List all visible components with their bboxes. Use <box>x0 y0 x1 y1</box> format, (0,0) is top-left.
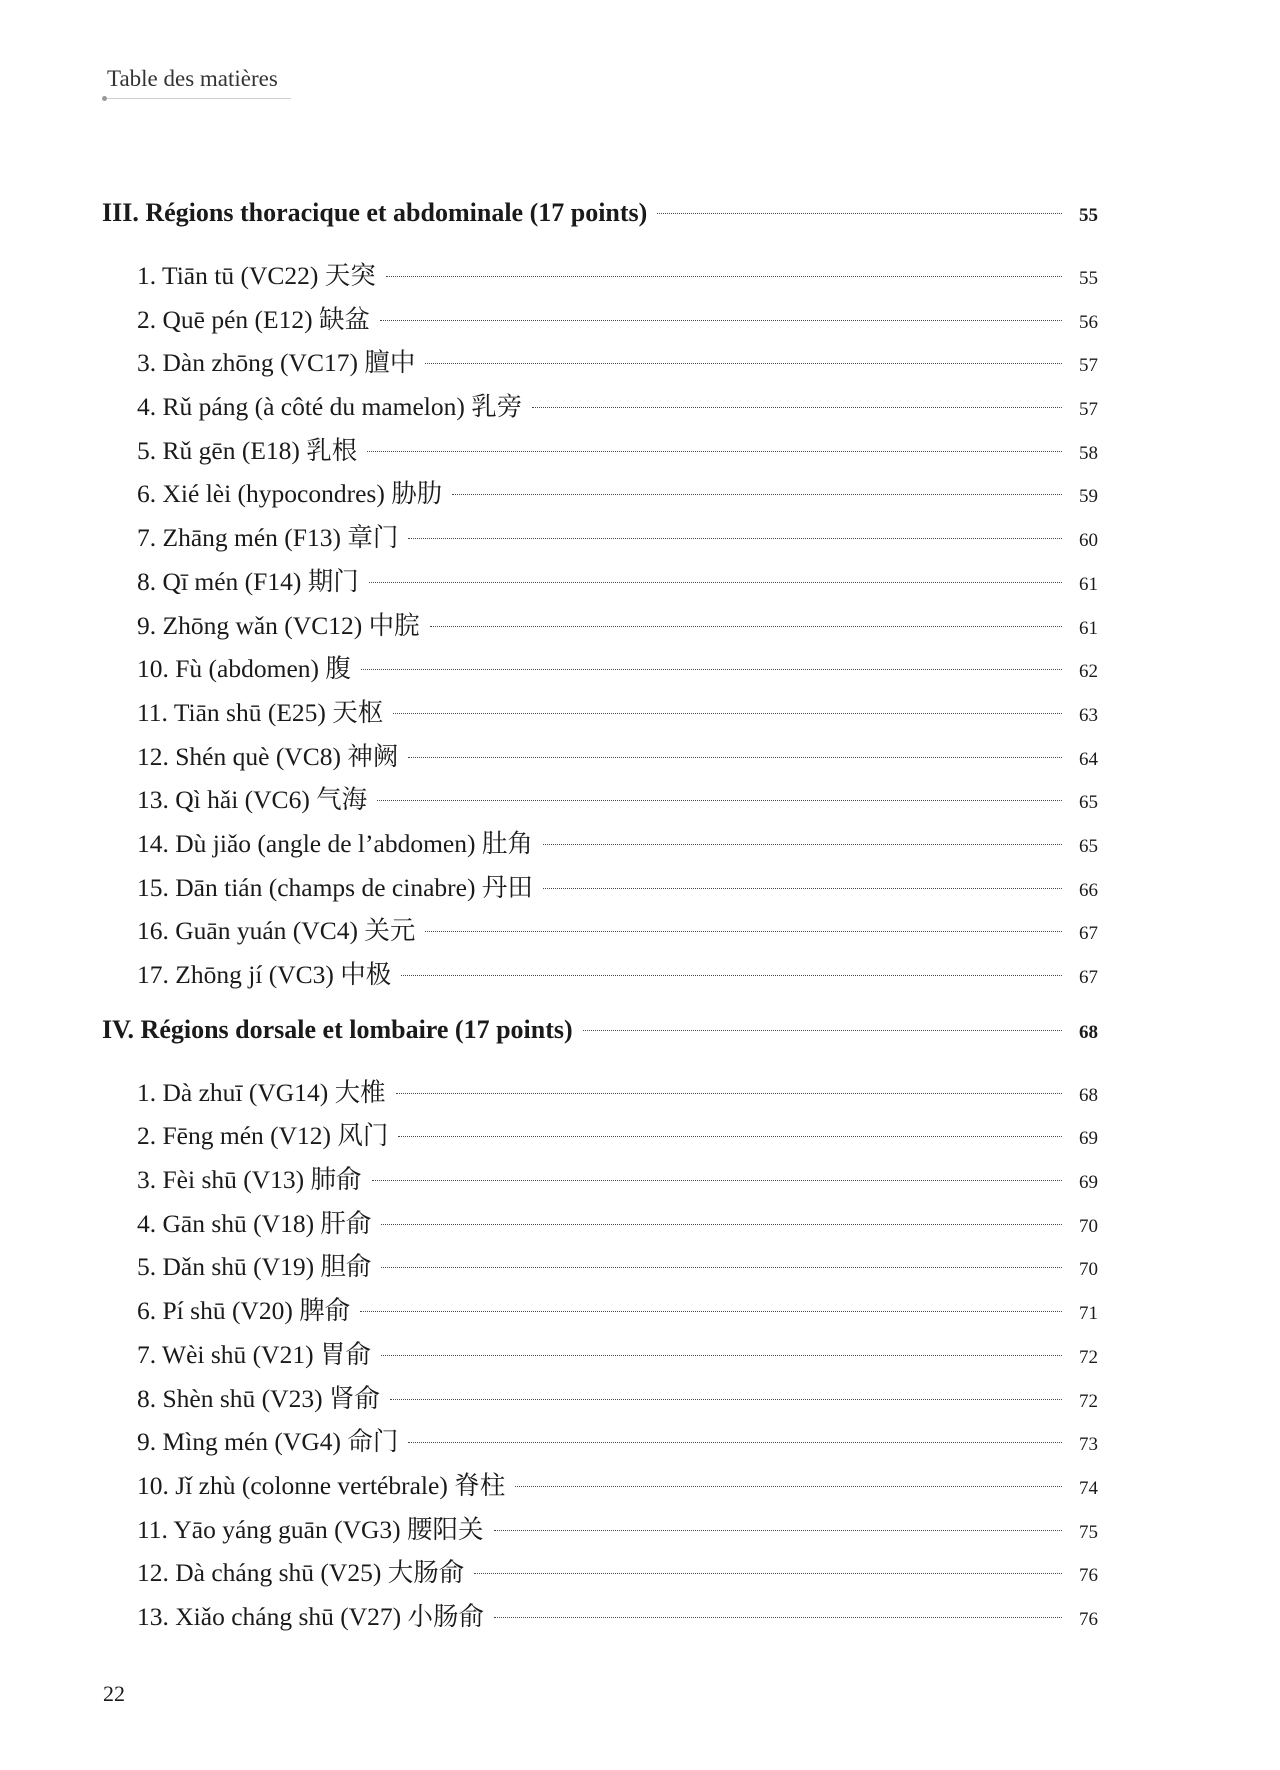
section-heading[interactable] <box>102 1015 1098 1073</box>
toc-entry[interactable] <box>102 343 1098 387</box>
entry-label: 10. Jǐ zhù (colonne vertébrale) 脊柱 <box>137 1470 506 1500</box>
entry-page-number: 60 <box>1079 530 1098 552</box>
dot-leader <box>515 1486 1062 1487</box>
dot-leader <box>452 494 1062 495</box>
toc-entry[interactable] <box>102 955 1098 999</box>
entry-label: 17. Zhōng jí (VC3) 中极 <box>137 960 392 989</box>
entry-page-number: 76 <box>1079 1565 1098 1587</box>
dot-leader <box>381 1267 1062 1268</box>
entry-label: 2. Fēng mén (V12) 风门 <box>137 1121 389 1151</box>
entry-label: 1. Dà zhuī (VG14) 大椎 <box>137 1077 386 1107</box>
toc-entry[interactable] <box>102 300 1098 344</box>
header-dot <box>102 96 107 101</box>
entry-label: 6. Xié lèi (hypocondres) 胁肋 <box>137 479 443 509</box>
entry-label: 8. Shèn shū (V23) 肾俞 <box>137 1383 380 1413</box>
entry-label: 6. Pí shū (V20) 脾俞 <box>137 1296 351 1326</box>
toc-entry[interactable] <box>102 1204 1098 1248</box>
dot-leader <box>408 1442 1062 1443</box>
dot-leader <box>543 844 1062 845</box>
dot-leader <box>386 276 1062 277</box>
entry-page-number: 75 <box>1079 1521 1098 1543</box>
dot-leader <box>377 800 1062 801</box>
entry-label: 9. Zhōng wǎn (VC12) 中脘 <box>137 610 420 640</box>
entry-page-number: 61 <box>1079 617 1098 639</box>
toc-entry[interactable] <box>102 1160 1098 1204</box>
dot-leader <box>657 213 1062 214</box>
dot-leader <box>372 1180 1062 1181</box>
entry-page-number: 59 <box>1079 486 1098 508</box>
entry-page-number: 70 <box>1079 1259 1098 1281</box>
page-number: 22 <box>103 1681 125 1706</box>
toc-entry[interactable] <box>102 868 1098 912</box>
toc-entry[interactable] <box>102 649 1098 693</box>
entry-page-number: 73 <box>1079 1434 1098 1456</box>
entry-page-number: 69 <box>1079 1172 1098 1194</box>
entry-label: 3. Fèi shū (V13) 肺俞 <box>137 1165 362 1195</box>
entry-page-number: 57 <box>1079 355 1098 377</box>
entry-label: 4. Gān shū (V18) 肝俞 <box>137 1208 372 1238</box>
entry-page-number: 55 <box>1079 268 1098 289</box>
entry-label: 3. Dàn zhōng (VC17) 膻中 <box>137 348 416 378</box>
dot-leader <box>425 931 1062 932</box>
section-title: IV. Régions dorsale et lombaire (17 points) <box>102 1014 573 1044</box>
entry-label: 7. Wèi shū (V21) 胃俞 <box>137 1339 371 1369</box>
entry-label: 13. Qì hǎi (VC6) 气海 <box>137 785 368 815</box>
dot-leader <box>408 538 1062 539</box>
toc-entry[interactable] <box>102 1466 1098 1510</box>
dot-leader <box>425 363 1062 364</box>
toc-entry[interactable] <box>102 1291 1098 1335</box>
toc-entry[interactable] <box>102 562 1098 606</box>
toc-entry[interactable] <box>102 431 1098 475</box>
running-header: Table des matières <box>107 66 278 91</box>
section-heading[interactable] <box>102 198 1098 256</box>
entry-page-number: 64 <box>1079 748 1098 770</box>
toc-entry[interactable] <box>102 1379 1098 1423</box>
entry-page-number: 72 <box>1079 1390 1098 1412</box>
toc-entry[interactable] <box>102 1597 1098 1641</box>
entry-page-number: 56 <box>1079 311 1098 333</box>
toc-entry[interactable] <box>102 256 1098 300</box>
toc-entry[interactable] <box>102 387 1098 431</box>
entry-page-number: 74 <box>1079 1477 1098 1499</box>
entry-label: 10. Fù (abdomen) 腹 <box>137 654 351 684</box>
toc-entry[interactable] <box>102 1073 1098 1117</box>
dot-leader <box>381 1355 1062 1356</box>
toc-entry[interactable] <box>102 474 1098 518</box>
toc-entry[interactable] <box>102 824 1098 868</box>
dot-leader <box>390 1399 1062 1400</box>
entry-label: 1. Tiān tū (VC22) 天突 <box>137 261 376 290</box>
dot-leader <box>430 626 1062 627</box>
entry-label: 14. Dù jiǎo (angle de l’abdomen) 肚角 <box>137 828 533 858</box>
dot-leader <box>369 582 1062 583</box>
dot-leader <box>401 975 1062 976</box>
toc-entry[interactable] <box>102 1247 1098 1291</box>
dot-leader <box>381 1224 1062 1225</box>
toc-entry[interactable] <box>102 737 1098 781</box>
entry-label: 11. Tiān shū (E25) 天枢 <box>137 697 384 727</box>
toc-entry[interactable] <box>102 1553 1098 1597</box>
dot-leader <box>361 669 1062 670</box>
dot-leader <box>583 1030 1062 1031</box>
entry-page-number: 61 <box>1079 573 1098 595</box>
dot-leader <box>367 451 1062 452</box>
toc-entry[interactable] <box>102 1422 1098 1466</box>
table-of-contents <box>102 198 1098 1641</box>
entry-label: 7. Zhāng mén (F13) 章门 <box>137 523 399 553</box>
section-page-number: 55 <box>1079 205 1098 226</box>
entry-label: 8. Qī mén (F14) 期门 <box>137 566 359 596</box>
entry-label: 12. Dà cháng shū (V25) 大肠俞 <box>137 1558 465 1588</box>
dot-leader <box>360 1311 1062 1312</box>
section-page-number: 68 <box>1079 1021 1098 1043</box>
entry-label: 4. Rǔ páng (à côté du mamelon) 乳旁 <box>137 392 523 422</box>
entry-page-number: 65 <box>1079 835 1098 857</box>
entry-label: 12. Shén què (VC8) 神阙 <box>137 741 399 771</box>
toc-entry[interactable] <box>102 693 1098 737</box>
section-title: III. Régions thoracique et abdominale (17 points) <box>102 198 648 227</box>
entry-label: 11. Yāo yáng guān (VG3) 腰阳关 <box>137 1514 484 1544</box>
dot-leader <box>393 713 1062 714</box>
entry-page-number: 58 <box>1079 442 1098 464</box>
toc-entry[interactable] <box>102 780 1098 824</box>
entry-page-number: 67 <box>1079 967 1098 988</box>
dot-leader <box>474 1573 1062 1574</box>
entry-label: 5. Rǔ gēn (E18) 乳根 <box>137 435 358 465</box>
entry-page-number: 65 <box>1079 792 1098 814</box>
dot-leader <box>380 320 1062 321</box>
entry-page-number: 62 <box>1079 661 1098 683</box>
toc-entry[interactable] <box>102 911 1098 955</box>
dot-leader <box>494 1530 1062 1531</box>
toc-section <box>102 1015 1098 1641</box>
dot-leader <box>408 757 1062 758</box>
entry-page-number: 71 <box>1079 1303 1098 1325</box>
entry-page-number: 66 <box>1079 879 1098 901</box>
toc-entry[interactable] <box>102 1116 1098 1160</box>
entry-page-number: 70 <box>1079 1215 1098 1237</box>
entry-page-number: 69 <box>1079 1128 1098 1150</box>
entry-label: 5. Dǎn shū (V19) 胆俞 <box>137 1252 372 1282</box>
entry-page-number: 67 <box>1079 923 1098 945</box>
toc-entry[interactable] <box>102 518 1098 562</box>
dot-leader <box>398 1136 1062 1137</box>
dot-leader <box>543 888 1062 889</box>
entry-page-number: 57 <box>1079 399 1098 421</box>
entry-page-number: 72 <box>1079 1346 1098 1368</box>
entry-page-number: 76 <box>1079 1608 1098 1630</box>
entry-label: 16. Guān yuán (VC4) 关元 <box>137 916 416 946</box>
toc-entry[interactable] <box>102 1510 1098 1554</box>
toc-section <box>102 198 1098 999</box>
dot-leader <box>494 1617 1062 1618</box>
entry-label: 9. Mìng mén (VG4) 命门 <box>137 1427 399 1457</box>
header-rule <box>103 98 291 99</box>
entry-page-number: 68 <box>1079 1084 1098 1106</box>
dot-leader <box>532 407 1062 408</box>
entry-label: 2. Quē pén (E12) 缺盆 <box>137 304 370 334</box>
entry-label: 15. Dān tián (champs de cinabre) 丹田 <box>137 872 533 902</box>
entry-page-number: 63 <box>1079 704 1098 726</box>
toc-entry[interactable] <box>102 606 1098 650</box>
dot-leader <box>396 1093 1062 1094</box>
entry-label: 13. Xiǎo cháng shū (V27) 小肠俞 <box>137 1601 485 1631</box>
toc-entry[interactable] <box>102 1335 1098 1379</box>
